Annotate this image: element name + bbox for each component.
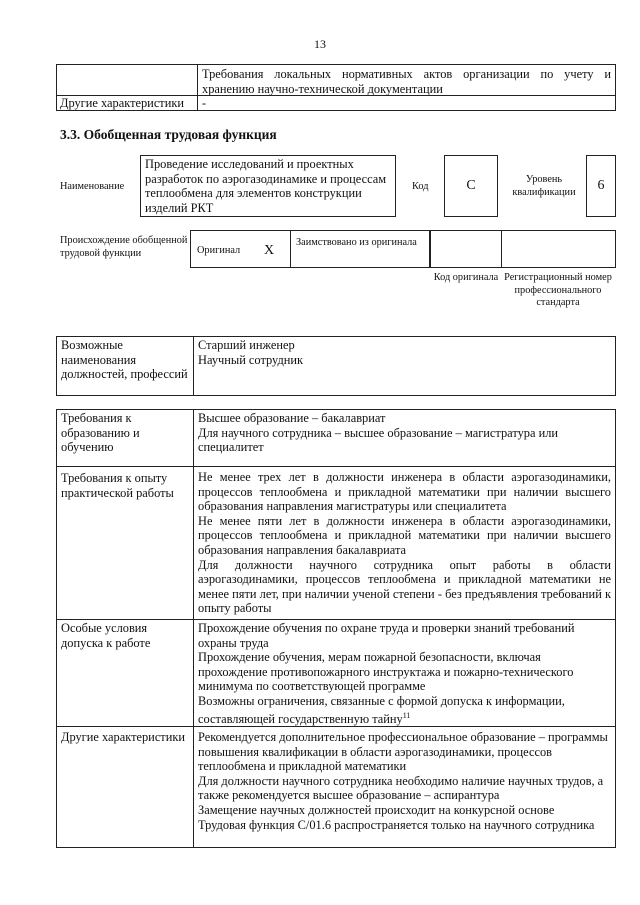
requirement-line: Не менее пяти лет в должности инженера в области аэрогазодинамики, процессов теплообмена и прикладной математики при наличии высшего образования направления бакалавриата — [198, 513, 611, 557]
positions-values — [193, 336, 616, 396]
page-number: 13 — [314, 37, 326, 51]
level-label: Уровень квалификации — [512, 174, 576, 198]
special-conditions-value — [193, 619, 616, 727]
registration-caption: Регистрационный номер профессионального стандарта — [504, 272, 612, 308]
registration-number-cell — [501, 230, 616, 268]
footnote-marker: 11 — [402, 710, 411, 720]
original-code-cell — [430, 230, 502, 268]
experience-label: Требования к опыту практической работы — [56, 466, 194, 620]
requirement-line: Трудовая функция C/01.6 распространяется только на научного сотрудника — [198, 817, 595, 832]
requirement-line: Для научного сотрудника – высшее образование – магистратура или специалитет — [198, 425, 559, 455]
requirement-line: Прохождение обучения, мерам пожарной безопасности, включая прохождение противопожарного инструктажа и пожарно-технического минимума по соответствующей программе — [198, 650, 574, 694]
position-item: Научный сотрудник — [198, 352, 304, 367]
requirement-line: Для должности научного сотрудника необходимо наличие научных трудов, а также рекомендуется высшее образование – аспирантура — [198, 773, 604, 803]
requirement-line: Не менее трех лет в должности инженера в области аэрогазодинамики, процессов теплообмена и прикладной математики при наличии высшего образования направления магистратуры или специалитета — [198, 470, 611, 514]
education-value — [193, 409, 616, 467]
code-value: C — [444, 155, 498, 217]
top-table-requirement-text: Требования локальных нормативных актов организации по учету и хранению научно-технической документации — [197, 64, 616, 96]
original-label: Оригинал — [197, 245, 241, 256]
requirement-line: Для должности научного сотрудника опыт работы в области аэрогазодинамики, процессов теплообмена и прикладной математики не менее пяти лет, при наличии ученой степени - без предъявления требований к опыту работы — [198, 557, 611, 616]
code-caption: Код оригинала — [433, 272, 499, 283]
special-conditions-label: Особые условия допуска к работе — [56, 619, 194, 727]
borrowed-label: Заимствовано из оригинала — [296, 237, 417, 248]
top-table-empty-cell — [56, 64, 198, 96]
origin-divider — [290, 230, 291, 268]
section-title: 3.3. Обобщенная трудовая функция — [60, 127, 277, 142]
name-label: Наименование — [60, 181, 125, 192]
top-table-other-value: - — [197, 95, 616, 111]
top-table-other-label: Другие характеристики — [56, 95, 198, 111]
experience-value — [193, 466, 616, 620]
requirement-line: Рекомендуется дополнительное профессиональное образование – программы повышения квалификации в области аэрогазодинамики, процессов теплообмена и прикладной математики — [198, 730, 608, 774]
position-item: Старший инженер — [198, 338, 295, 352]
requirement-line: Высшее образование – бакалавриат — [198, 411, 386, 425]
requirement-line: Прохождение обучения по охране труда и проверки знаний требований охраны труда — [198, 621, 575, 650]
original-mark: X — [264, 243, 275, 258]
education-label: Требования к образованию и обучению — [56, 409, 194, 467]
code-label: Код — [412, 181, 429, 192]
level-value: 6 — [586, 155, 616, 217]
other-characteristics-value — [193, 726, 616, 848]
other-characteristics-label: Другие характеристики — [56, 726, 194, 848]
positions-label: Возможные наименования должностей, профессий — [56, 336, 194, 396]
requirement-line: Замещение научных должностей происходит на конкурсной основе — [198, 802, 555, 817]
function-name-value: Проведение исследований и проектных разработок по аэрогазодинамике и процессам теплообмена для элементов конструкции изделий РКТ — [140, 155, 396, 217]
origin-label: Происхождение обобщенной трудовой функции — [60, 235, 188, 259]
requirement-line: Возможны ограничения, связанные с формой допуска к информации, составляющей государственную тайну — [198, 693, 565, 726]
